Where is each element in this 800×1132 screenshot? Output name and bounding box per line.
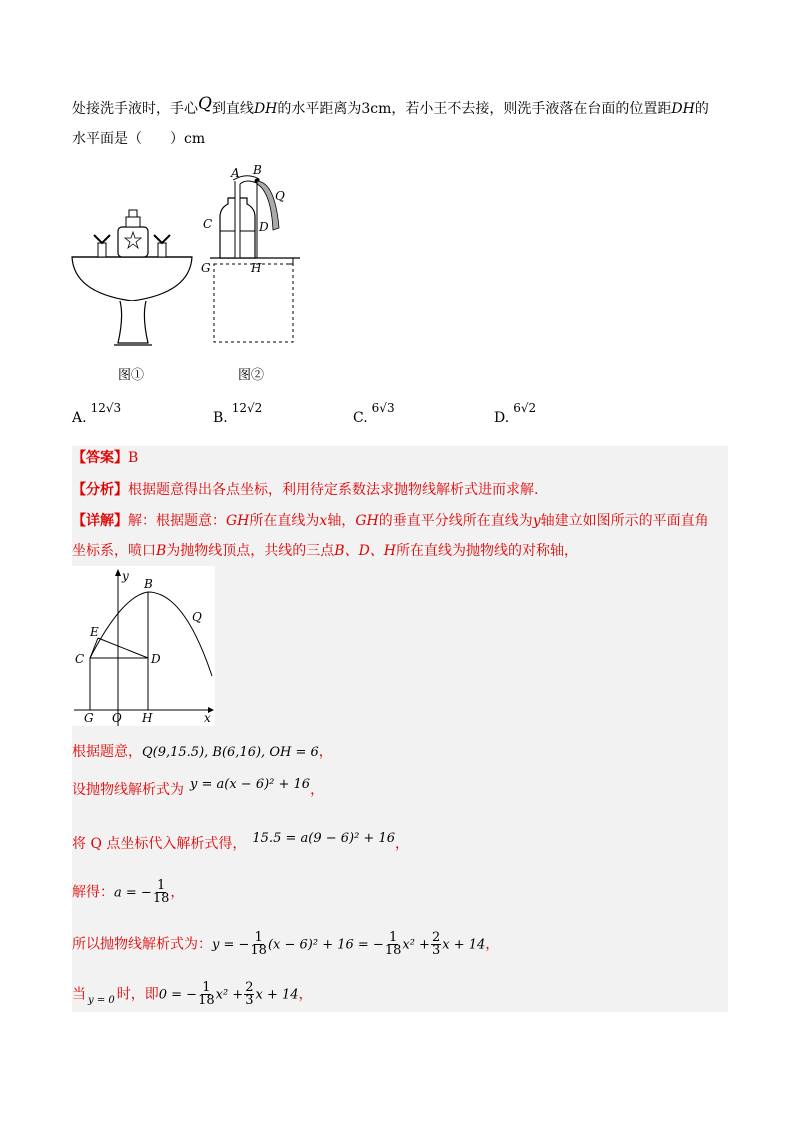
analysis-line — [72, 480, 538, 500]
fraction — [244, 982, 254, 1007]
label-d: D — [151, 652, 161, 666]
detail-text: 轴， — [327, 513, 356, 529]
detail-text: 解：根据题意： — [128, 513, 226, 529]
step-math: Q(9,15.5), B(6,16), OH = 6 — [142, 745, 319, 760]
step-2 — [72, 777, 325, 801]
fraction-num: 2 — [431, 930, 441, 945]
option-b[interactable] — [213, 401, 263, 426]
axis-y: y — [532, 513, 541, 529]
fraction-num: 1 — [202, 980, 211, 995]
label-c: C — [203, 217, 213, 231]
analysis-text: 根据题意得出各点坐标，利用待定系数法求抛物线解析式进而求解. — [128, 482, 539, 498]
fraction-den: 3 — [245, 993, 254, 1008]
fraction — [431, 932, 441, 957]
fraction-den: 18 — [384, 943, 402, 958]
step-math: a = − — [114, 885, 152, 901]
question-text: 处接洗手液时，手心 — [72, 101, 198, 117]
step-math: (x − 6)² + 16 = − — [267, 937, 384, 953]
option-value: 6√2 — [513, 401, 537, 415]
step-math: x + 14 — [255, 987, 299, 1003]
detail-text: 所在直线为抛物线的对称轴， — [396, 543, 579, 559]
tap-right-icon — [154, 235, 170, 257]
option-value: 12√2 — [231, 401, 263, 415]
answer-line — [72, 448, 138, 468]
step-text: ， — [170, 884, 185, 901]
segment-gh: GH — [226, 513, 250, 529]
fraction-den: 3 — [431, 943, 441, 958]
option-label: D. — [494, 410, 510, 426]
step-text: 时，即 — [116, 986, 159, 1003]
detail-text: 轴建立如图所示的平面直角 — [540, 513, 709, 529]
label-x: x — [204, 711, 211, 725]
label-d: D — [259, 220, 269, 234]
step-math: y = − — [212, 937, 250, 953]
label-h: H — [142, 711, 153, 725]
cabinet-outline — [214, 264, 293, 342]
step-text: 将 Q 点坐标代入解析式得， — [72, 836, 247, 852]
sink-pedestal — [118, 301, 148, 343]
option-value: 6√3 — [371, 401, 395, 415]
figure-2-caption: 图② — [238, 368, 265, 383]
answer-value: B — [128, 450, 139, 466]
option-label: B. — [213, 410, 228, 426]
question-text: 的 — [694, 101, 709, 117]
tap-left-icon — [94, 235, 110, 257]
label-a: A — [231, 166, 240, 180]
detail-tag: 【详解】 — [72, 513, 128, 529]
label-q: Q — [275, 189, 285, 203]
step-text: ， — [298, 986, 313, 1003]
step-text: 解得： — [72, 884, 114, 901]
sink-basin — [72, 257, 192, 301]
option-c[interactable] — [353, 401, 395, 426]
question-line-1 — [72, 94, 709, 119]
fraction-den: 18 — [198, 993, 215, 1008]
step-text: ， — [485, 936, 500, 953]
label-g: G — [84, 711, 94, 725]
label-b: B — [144, 577, 153, 591]
figure-sink — [70, 205, 195, 350]
fraction — [153, 880, 170, 905]
step-text: ， — [310, 782, 325, 798]
coordinate-figure — [72, 566, 215, 726]
step-math: 0 = − — [158, 987, 198, 1003]
fraction-num: 2 — [245, 980, 254, 995]
step-text: 所以抛物线解析式为： — [72, 936, 212, 953]
label-y: y — [122, 569, 129, 583]
fraction — [198, 982, 215, 1007]
analysis-tag: 【分析】 — [72, 482, 128, 498]
fraction — [385, 932, 402, 957]
question-line-2: 水平面是（ ）cm — [72, 131, 206, 147]
figure-dispenser — [195, 162, 305, 347]
fraction-den: 18 — [250, 943, 267, 958]
option-d[interactable] — [494, 401, 537, 426]
label-c: C — [75, 652, 85, 666]
label-o: O — [112, 711, 122, 725]
step-math: 15.5 = a(9 − 6)² + 16 — [252, 831, 395, 846]
label-g: G — [201, 261, 211, 275]
step-text: 当 — [72, 986, 86, 1003]
step-math: x² + — [402, 937, 430, 953]
label-q: Q — [192, 610, 202, 624]
question-text: ，若小王不去接，则洗手液落在台面的位置距 — [391, 101, 672, 117]
option-label: A. — [72, 410, 87, 426]
answer-tag: 【答案】 — [72, 450, 128, 466]
line-dh: DH — [671, 101, 695, 117]
option-a[interactable] — [72, 401, 122, 426]
label-b: B — [253, 163, 262, 177]
point-b: B — [156, 543, 167, 559]
detail-line-1 — [72, 511, 709, 531]
label-h: H — [251, 261, 262, 275]
step-math: x² + — [215, 987, 244, 1003]
fraction-num: 1 — [156, 878, 166, 893]
detail-text: 的垂直平分线所在直线为 — [378, 513, 533, 529]
step-math: x + 14 — [442, 937, 486, 953]
step-text: 根据题意， — [72, 744, 142, 760]
question-text: 的水平距离为 — [277, 101, 362, 117]
detail-line-2 — [72, 541, 578, 561]
detail-text: 坐标系，喷口 — [72, 543, 156, 559]
segment-gh: GH — [355, 513, 379, 529]
line-dh: DH — [253, 101, 278, 117]
axis-x: x — [319, 513, 328, 529]
points-bdh: B、D、H — [334, 543, 397, 559]
step-4 — [72, 880, 184, 905]
label-e: E — [90, 625, 99, 639]
step-1 — [72, 742, 333, 763]
step-5 — [72, 932, 499, 957]
fraction-num: 1 — [388, 930, 398, 945]
question-text: 到直线 — [211, 101, 254, 117]
step-condition: y = 0 — [88, 994, 115, 1006]
fraction-den: 18 — [152, 891, 170, 906]
fraction — [250, 932, 267, 957]
step-text: 设抛物线解析式为 — [72, 782, 184, 798]
option-label: C. — [353, 410, 368, 426]
option-value: 12√3 — [90, 401, 122, 415]
figure-1-caption: 图① — [118, 368, 145, 383]
distance-value: 3cm — [361, 101, 392, 117]
pump-tube — [235, 180, 240, 258]
step-math: y = a(x − 6)² + 16 — [190, 777, 311, 792]
detail-text: 为抛物线顶点，共线的三点 — [166, 543, 335, 559]
step-text: ， — [318, 744, 333, 760]
point-q: Q — [198, 94, 212, 114]
step-6 — [72, 982, 313, 1007]
step-3 — [72, 831, 409, 855]
step-text: ， — [395, 836, 409, 852]
detail-text: 所在直线为 — [249, 513, 320, 529]
fraction-num: 1 — [254, 930, 263, 945]
